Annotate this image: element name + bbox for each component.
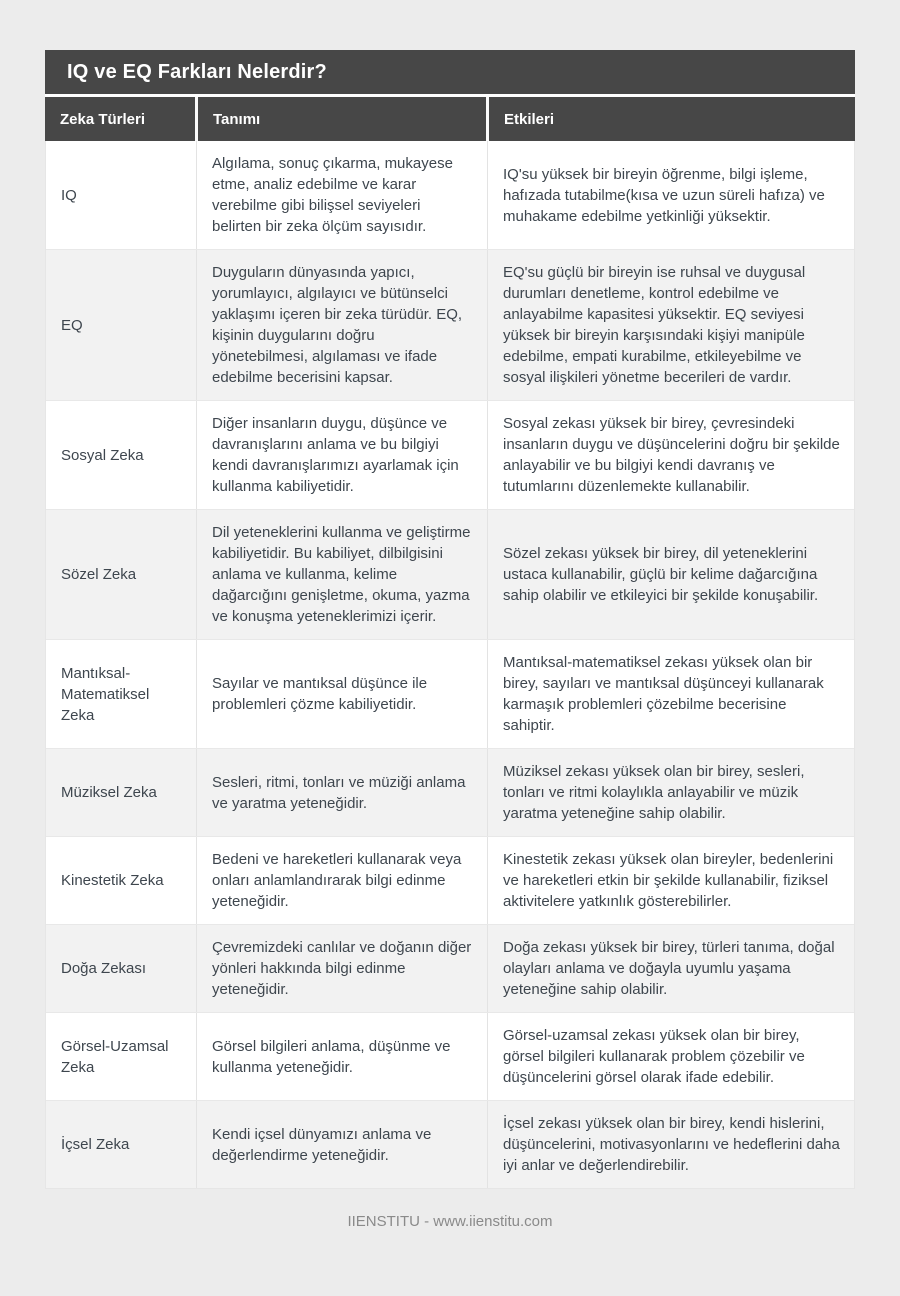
effect-cell: Sözel zekası yüksek bir birey, dil yeteneklerini ustaca kullanabilir, güçlü bir kelime dağarcığına sahip olabilir ve etkileyici bir şekilde konuşabilir. (487, 510, 856, 639)
effect-cell: Mantıksal-matematiksel zekası yüksek olan bir birey, sayıları ve mantıksal düşünceyi kullanarak karmaşık problemleri çözebilme becerisine sahiptir. (487, 640, 856, 748)
intelligence-type-cell: İçsel Zeka (61, 1136, 130, 1153)
footer-credit: IIENSTITU - www.iienstitu.com (347, 1213, 553, 1230)
page-title: IQ ve EQ Farkları Nelerdir? (67, 60, 327, 83)
definition-cell: Bedeni ve hareketleri kullanarak veya onları anlamlandırarak bilgi edinme yeteneğidir. (196, 837, 487, 924)
effect-cell: EQ'su güçlü bir bireyin ise ruhsal ve duygusal durumları denetleme, kontrol edebilme ve anlayabilme kapasitesi yüksektir. EQ seviyesi yüksek bir bireyin karşısındaki kişiyi manipüle edebilme, empati kurabilme, etkileyebilme ve sosyal ilişkileri yönetme becerileri de vardır. (487, 250, 856, 400)
intelligence-type-cell: Görsel-Uzamsal Zeka (61, 1037, 169, 1076)
intelligence-type-cell: Sözel Zeka (61, 566, 137, 583)
effect-cell: Müziksel zekası yüksek olan bir birey, sesleri, tonları ve ritmi kolaylıkla anlayabilir ve müzik yaratma yeteneğine sahip olabilir. (487, 749, 856, 836)
definition-cell: Kendi içsel dünyamızı anlama ve değerlendirme yeteneğidir. (196, 1101, 487, 1188)
table-body (45, 141, 855, 1189)
definition-cell: Görsel bilgileri anlama, düşünme ve kullanma yeteneğidir. (196, 1013, 487, 1100)
effect-cell: Sosyal zekası yüksek bir birey, çevresindeki insanların duygu ve düşüncelerini doğru bir şekilde anlayabilir ve bu bilgiyi kendi davranış ve tutumlarını düzenlemekte kullanabilir. (487, 401, 856, 509)
effect-cell: Kinestetik zekası yüksek olan bireyler, bedenlerini ve hareketleri etkin bir şekilde kullanabilir, fiziksel aktivitelere yatkınlık gösterebilirler. (487, 837, 856, 924)
effect-cell: İçsel zekası yüksek olan bir birey, kendi hislerini, düşüncelerini, motivasyonlarını ve hedeflerini daha iyi anlar ve değerlendirebilir. (487, 1101, 856, 1188)
effect-cell: IQ'su yüksek bir bireyin öğrenme, bilgi işleme, hafızada tutabilme(kısa ve uzun süreli hafıza) ve muhakame edebilme yetkinliği yüksektir. (487, 141, 856, 249)
definition-cell: Sayılar ve mantıksal düşünce ile problemleri çözme kabiliyetidir. (196, 640, 487, 748)
intelligence-type-cell: Müziksel Zeka (61, 784, 157, 801)
definition-cell: Algılama, sonuç çıkarma, mukayese etme, analiz edebilme ve karar verebilme gibi bilişsel seviyeleri belirten bir zeka ölçüm sayısıdır. (196, 141, 487, 249)
table-row (46, 1101, 854, 1188)
definition-cell: Dil yeteneklerini kullanma ve geliştirme kabiliyetidir. Bu kabiliyet, dilbilgisini anlama ve kullanma, kelime dağarcığını genişletme, okuma, yazma ve konuşma yeteneklerimizi içerir. (196, 510, 487, 639)
table-row (46, 1013, 854, 1101)
column-header-effects: Etkileri (486, 97, 855, 141)
intelligence-type-cell: Sosyal Zeka (61, 446, 144, 464)
intelligence-type-cell: Doğa Zekası (61, 960, 147, 977)
definition-cell: Sesleri, ritmi, tonları ve müziği anlama ve yaratma yeteneğidir. (196, 749, 487, 836)
intelligence-type-cell: EQ (61, 316, 83, 334)
effect-cell: Doğa zekası yüksek bir birey, türleri tanıma, doğal olayları anlama ve doğayla uyumlu yaşama yeteneğine sahip olabilir. (487, 925, 856, 1012)
intelligence-type-cell: Mantıksal-Matematiksel Zeka (61, 664, 150, 724)
definition-cell: Duyguların dünyasında yapıcı, yorumlayıcı, algılayıcı ve bütünselci yaklaşımı içeren bir zeka türüdür. EQ, kişinin duygularını doğru yönetebilmesi, algılaması ve ifade edebilme becerisini kapsar. (196, 250, 487, 400)
definition-cell: Diğer insanların duygu, düşünce ve davranışlarını anlama ve bu bilgiyi kendi davranışlarımızı ayarlamak için kullanma kabiliyetidir. (196, 401, 487, 509)
intelligence-type-cell: IQ (61, 186, 77, 204)
table-row (46, 250, 854, 401)
definition-cell: Çevremizdeki canlılar ve doğanın diğer yönleri hakkında bilgi edinme yeteneğidir. (196, 925, 487, 1012)
table-row (46, 749, 854, 837)
table-row (46, 925, 854, 1013)
title-bar (45, 50, 855, 94)
effect-cell: Görsel-uzamsal zekası yüksek olan bir birey, görsel bilgileri kullanarak problem çözebilir ve düşüncelerini görsel olarak ifade edebilir. (487, 1013, 856, 1100)
table-row (46, 510, 854, 640)
column-header-definition: Tanımı (195, 97, 486, 141)
table-row (46, 141, 854, 250)
column-header-intelligence-types: Zeka Türleri (45, 97, 195, 141)
table-header-row (45, 97, 855, 141)
table-row (46, 401, 854, 510)
table-row (46, 640, 854, 749)
intelligence-type-cell: Kinestetik Zeka (61, 872, 164, 889)
iq-eq-table-card (45, 50, 855, 1189)
table-row (46, 837, 854, 925)
